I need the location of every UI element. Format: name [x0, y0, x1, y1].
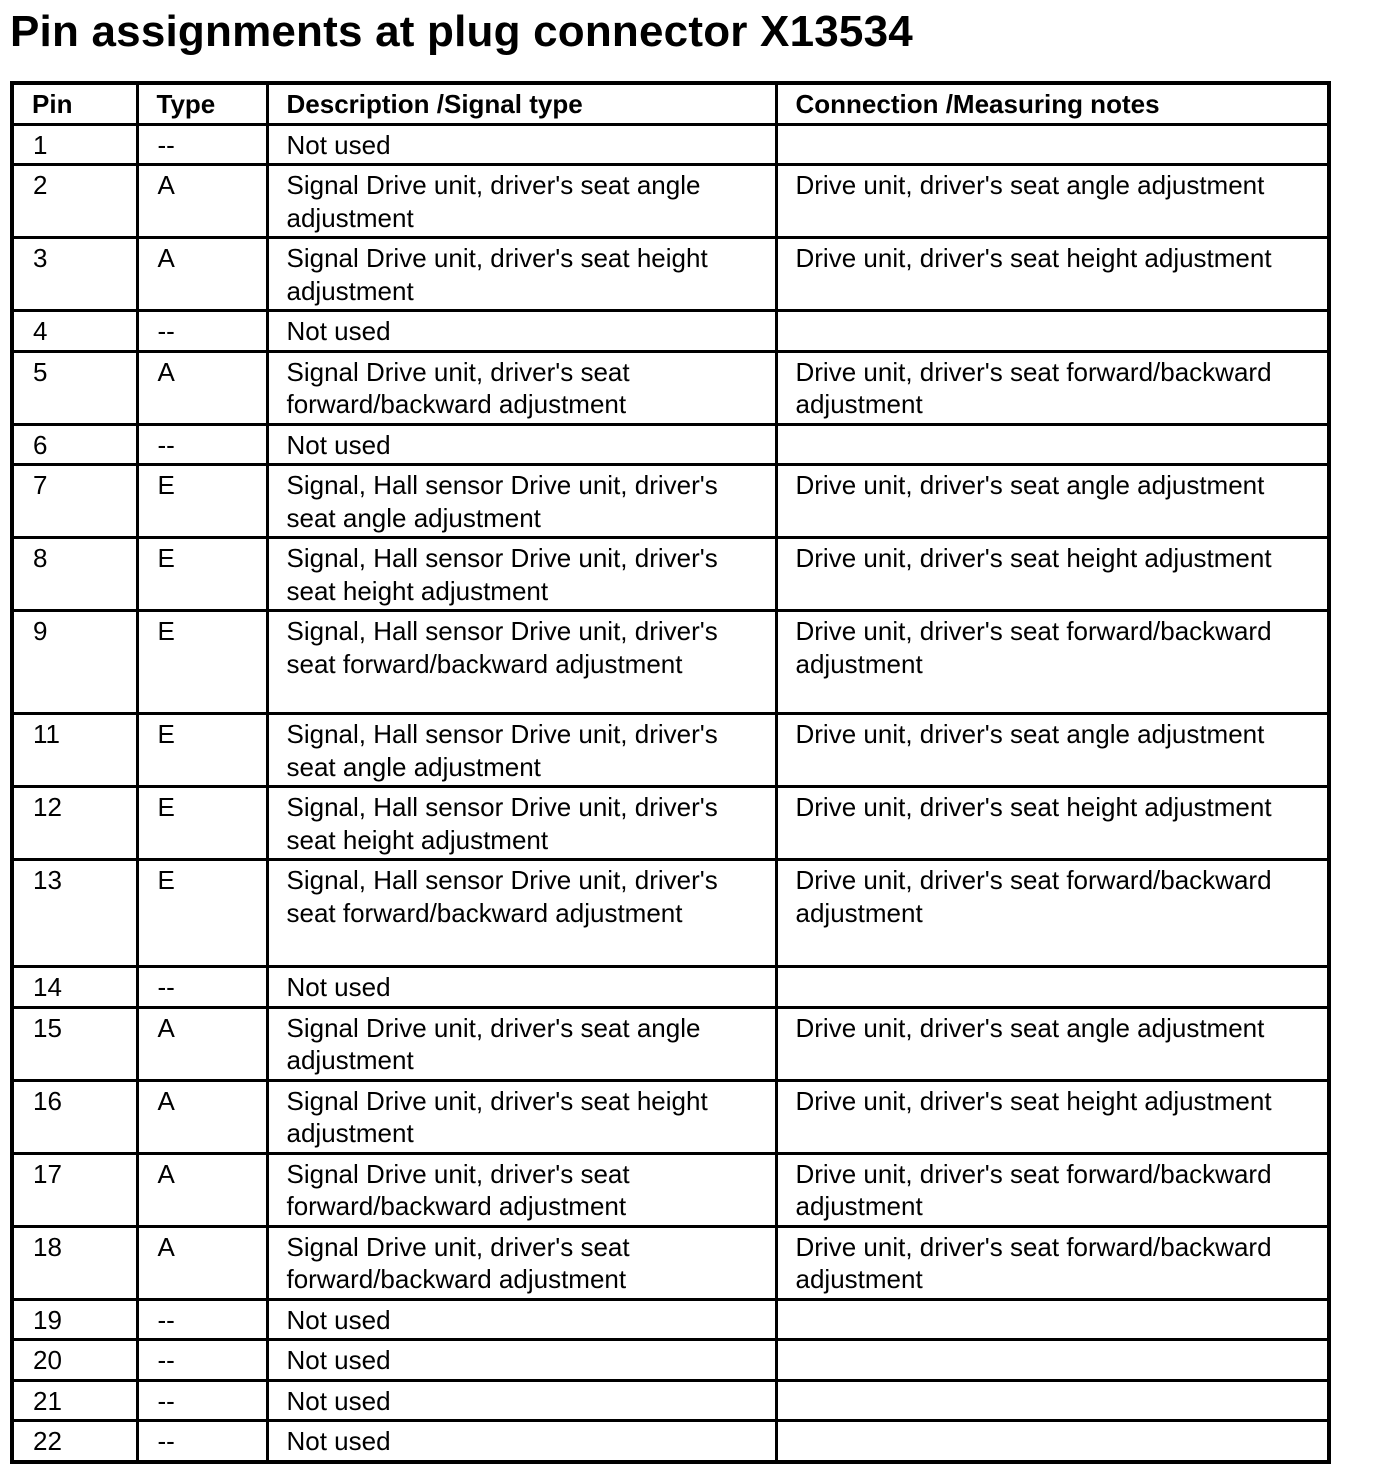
connection-cell: Drive unit, driver's seat angle adjustment: [776, 465, 1329, 538]
connection-cell: Drive unit, driver's seat forward/backward adjustment: [776, 351, 1329, 424]
description-cell: Not used: [267, 311, 776, 352]
type-cell: A: [137, 1080, 267, 1153]
table-row: [12, 967, 1329, 1008]
connection-cell: [776, 424, 1329, 465]
connection-cell: [776, 311, 1329, 352]
table-row: [12, 424, 1329, 465]
description-cell: Not used: [267, 1421, 776, 1462]
table-row: [12, 465, 1329, 538]
table-row: [12, 538, 1329, 611]
pin-cell: 14: [12, 967, 137, 1008]
type-cell: --: [137, 124, 267, 165]
connection-cell: Drive unit, driver's seat forward/backward adjustment: [776, 1153, 1329, 1226]
pin-cell: 17: [12, 1153, 137, 1226]
type-cell: --: [137, 311, 267, 352]
type-cell: E: [137, 611, 267, 714]
pin-cell: 8: [12, 538, 137, 611]
table-header-row: [12, 83, 1329, 124]
pin-cell: 3: [12, 238, 137, 311]
pin-cell: 18: [12, 1226, 137, 1299]
connection-cell: Drive unit, driver's seat angle adjustment: [776, 1007, 1329, 1080]
description-cell: Signal, Hall sensor Drive unit, driver's seat forward/backward adjustment: [267, 860, 776, 967]
table-row: [12, 1421, 1329, 1462]
type-cell: E: [137, 714, 267, 787]
table-row: [12, 238, 1329, 311]
pin-cell: 9: [12, 611, 137, 714]
connection-cell: Drive unit, driver's seat height adjustment: [776, 538, 1329, 611]
description-cell: Signal Drive unit, driver's seat forward/backward adjustment: [267, 1226, 776, 1299]
table-row: [12, 1340, 1329, 1381]
type-cell: E: [137, 787, 267, 860]
pin-cell: 2: [12, 165, 137, 238]
header-type: Type: [137, 83, 267, 124]
type-cell: A: [137, 1007, 267, 1080]
description-cell: Signal, Hall sensor Drive unit, driver's seat height adjustment: [267, 538, 776, 611]
table-row: [12, 1007, 1329, 1080]
table-row: [12, 1226, 1329, 1299]
pin-cell: 21: [12, 1380, 137, 1421]
connection-cell: Drive unit, driver's seat angle adjustment: [776, 165, 1329, 238]
description-cell: Signal Drive unit, driver's seat height adjustment: [267, 238, 776, 311]
description-cell: Signal Drive unit, driver's seat forward/backward adjustment: [267, 1153, 776, 1226]
description-cell: Signal, Hall sensor Drive unit, driver's seat angle adjustment: [267, 714, 776, 787]
connection-cell: Drive unit, driver's seat angle adjustment: [776, 714, 1329, 787]
description-cell: Signal Drive unit, driver's seat angle adjustment: [267, 1007, 776, 1080]
type-cell: --: [137, 967, 267, 1008]
pin-cell: 11: [12, 714, 137, 787]
description-cell: Not used: [267, 1340, 776, 1381]
pin-cell: 5: [12, 351, 137, 424]
connection-cell: [776, 1340, 1329, 1381]
description-cell: Not used: [267, 1380, 776, 1421]
description-cell: Not used: [267, 424, 776, 465]
page-title: Pin assignments at plug connector X13534: [10, 7, 913, 56]
connection-cell: [776, 1380, 1329, 1421]
table-row: [12, 714, 1329, 787]
description-cell: Signal Drive unit, driver's seat height adjustment: [267, 1080, 776, 1153]
pin-cell: 16: [12, 1080, 137, 1153]
description-cell: Not used: [267, 967, 776, 1008]
description-cell: Signal Drive unit, driver's seat angle adjustment: [267, 165, 776, 238]
type-cell: E: [137, 860, 267, 967]
description-cell: Signal, Hall sensor Drive unit, driver's seat angle adjustment: [267, 465, 776, 538]
table-row: [12, 124, 1329, 165]
type-cell: --: [137, 424, 267, 465]
pin-assignment-table: [10, 81, 1331, 1464]
pin-cell: 1: [12, 124, 137, 165]
connection-cell: Drive unit, driver's seat height adjustment: [776, 1080, 1329, 1153]
type-cell: A: [137, 351, 267, 424]
table-row: [12, 860, 1329, 967]
table-row: [12, 1380, 1329, 1421]
connection-cell: Drive unit, driver's seat height adjustment: [776, 787, 1329, 860]
type-cell: --: [137, 1299, 267, 1340]
pin-cell: 13: [12, 860, 137, 967]
type-cell: E: [137, 538, 267, 611]
pin-cell: 20: [12, 1340, 137, 1381]
pin-cell: 22: [12, 1421, 137, 1462]
pin-cell: 19: [12, 1299, 137, 1340]
description-cell: Signal Drive unit, driver's seat forward/backward adjustment: [267, 351, 776, 424]
pin-cell: 15: [12, 1007, 137, 1080]
type-cell: A: [137, 1226, 267, 1299]
connection-cell: Drive unit, driver's seat forward/backward adjustment: [776, 1226, 1329, 1299]
pin-cell: 6: [12, 424, 137, 465]
connection-cell: [776, 1299, 1329, 1340]
connection-cell: Drive unit, driver's seat forward/backward adjustment: [776, 860, 1329, 967]
connection-cell: [776, 1421, 1329, 1462]
type-cell: E: [137, 465, 267, 538]
header-description: Description /Signal type: [267, 83, 776, 124]
table-row: [12, 165, 1329, 238]
pin-cell: 12: [12, 787, 137, 860]
description-cell: Signal, Hall sensor Drive unit, driver's seat height adjustment: [267, 787, 776, 860]
table-row: [12, 611, 1329, 714]
table-row: [12, 1080, 1329, 1153]
connection-cell: [776, 967, 1329, 1008]
connection-cell: [776, 124, 1329, 165]
description-cell: Not used: [267, 1299, 776, 1340]
table-row: [12, 1153, 1329, 1226]
table-row: [12, 787, 1329, 860]
type-cell: A: [137, 238, 267, 311]
type-cell: A: [137, 165, 267, 238]
pin-cell: 4: [12, 311, 137, 352]
pin-cell: 7: [12, 465, 137, 538]
type-cell: A: [137, 1153, 267, 1226]
type-cell: --: [137, 1421, 267, 1462]
connection-cell: Drive unit, driver's seat height adjustment: [776, 238, 1329, 311]
table-row: [12, 351, 1329, 424]
description-cell: Signal, Hall sensor Drive unit, driver's seat forward/backward adjustment: [267, 611, 776, 714]
header-pin: Pin: [12, 83, 137, 124]
connection-cell: Drive unit, driver's seat forward/backward adjustment: [776, 611, 1329, 714]
table-row: [12, 1299, 1329, 1340]
description-cell: Not used: [267, 124, 776, 165]
type-cell: --: [137, 1340, 267, 1381]
type-cell: --: [137, 1380, 267, 1421]
table-row: [12, 311, 1329, 352]
header-connection: Connection /Measuring notes: [776, 83, 1329, 124]
